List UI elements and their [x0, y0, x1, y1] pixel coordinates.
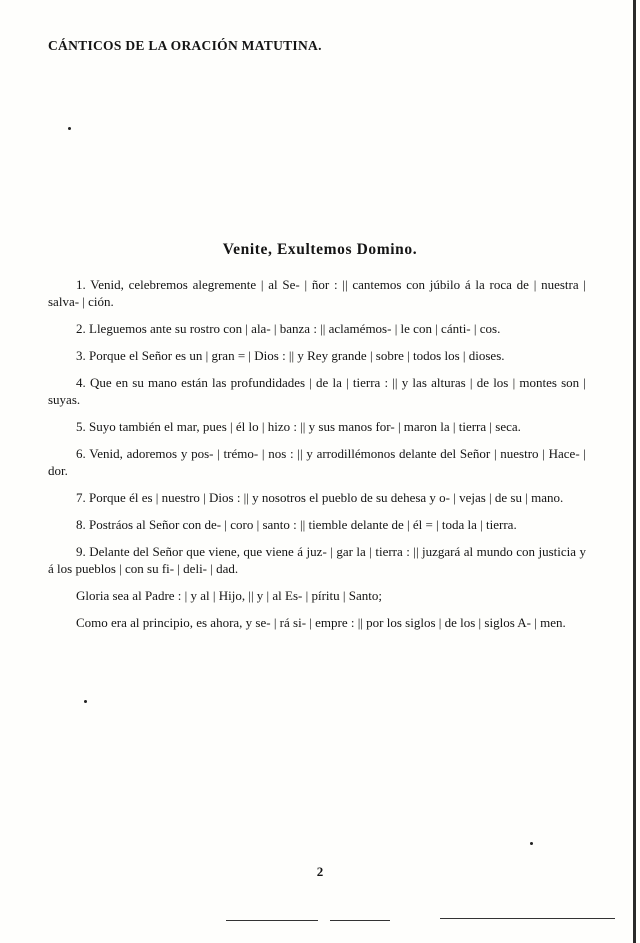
psalm-body: [48, 276, 586, 641]
verse-5: 5. Suyo también el mar, pues | él lo | hizo : || y sus manos for- | maron la | tierra | seca.: [76, 419, 521, 434]
verse-6: 6. Venid, adoremos y pos- | trémo- | nos : || y arrodillémonos delante del Señor | nuestro | Hace- | dor.: [48, 446, 586, 478]
psalm-title: Venite, Exultemos Domino.: [222, 241, 418, 258]
ink-speck: [530, 842, 533, 845]
ink-speck: [84, 700, 87, 703]
bottom-rule-segment: [330, 920, 390, 921]
verse-1: 1. Venid, celebremos alegremente | al Se- | ñor : || cantemos con júbilo á la roca de | nuestra | salva- | ción.: [48, 277, 586, 309]
bottom-rule-segment: [440, 918, 615, 919]
verse-9: 9. Delante del Señor que viene, que viene á juz- | gar la | tierra : || juzgará al mundo con justicia y á los pueblos | con su fi- | deli- | dad.: [48, 544, 586, 576]
verse-4: 4. Que en su mano están las profundidades | de la | tierra : || y las alturas | de los | montes son | suyas.: [48, 375, 586, 407]
verse-7: 7. Porque él es | nuestro | Dios : || y nosotros el pueblo de su dehesa y o- | vejas | de su | mano.: [76, 490, 564, 505]
page-edge-shadow: [633, 0, 636, 943]
verse-3: 3. Porque el Señor es un | gran = | Dios : || y Rey grande | sobre | todos los | dioses.: [76, 348, 505, 363]
gloria-line-2: Como era al principio, es ahora, y se- | rá si- | empre : || por los siglos | de los | siglos A- | men.: [76, 615, 566, 630]
bottom-rule-segment: [226, 920, 318, 921]
page-number: 2: [316, 864, 324, 879]
verse-8: 8. Postráos al Señor con de- | coro | santo : || tiemble delante de | él = | toda la | tierra.: [76, 517, 517, 532]
verse-2: 2. Lleguemos ante su rostro con | ala- | banza : || aclamémos- | le con | cánti- | cos.: [76, 321, 501, 336]
running-head: CÁNTICOS DE LA ORACIÓN MATUTINA.: [48, 38, 322, 53]
ink-speck: [68, 127, 71, 130]
gloria-line-1: Gloria sea al Padre : | y al | Hijo, || y | al Es- | píritu | Santo;: [76, 588, 382, 603]
